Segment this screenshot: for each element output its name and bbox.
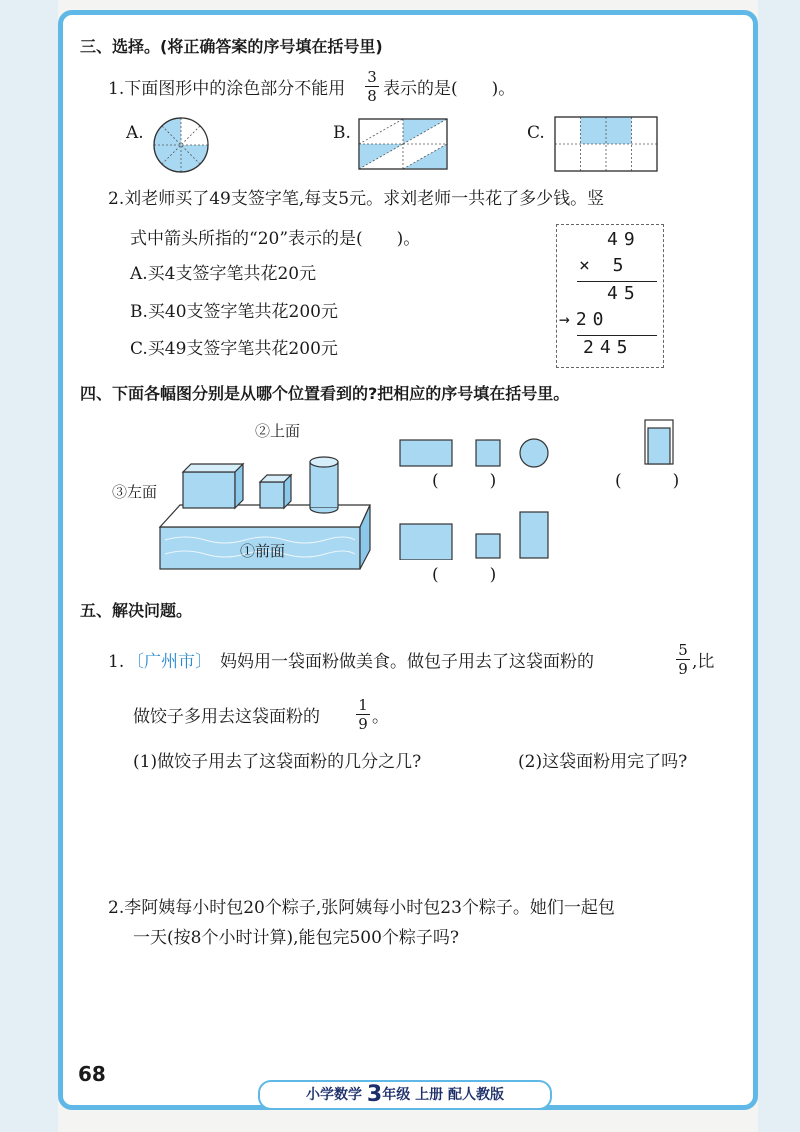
s5-frac2-den: 9	[358, 715, 368, 733]
footer-grade-number: 3	[366, 1082, 383, 1107]
vert-row2: × 5	[579, 255, 630, 276]
view-option-1-figure	[398, 434, 558, 474]
view-option-2-figure	[398, 508, 558, 560]
q1-text-after: 表示的是( )。	[383, 79, 516, 99]
footer-edition: 配人教版	[447, 1087, 504, 1103]
vert-row3: 45	[607, 283, 641, 304]
s5-q1-fraction2	[356, 697, 370, 732]
s5-q1-text2: 做饺子多用去这袋面粉的	[133, 707, 320, 727]
q2-line1: 2.刘老师买了49支签字笔,每支5元。求刘老师一共花了多少钱。竖	[108, 189, 605, 209]
section5-title: 五、解决问题。	[80, 601, 193, 620]
q2-line2: 式中箭头所指的“20”表示的是( )。	[130, 229, 421, 249]
s5-q1-text1: 妈妈用一袋面粉做美食。做包子用去了这袋面粉的	[220, 652, 594, 672]
vert-row4: →20	[559, 309, 610, 330]
q1-frac-den: 8	[367, 87, 377, 105]
footer-volume: 上册	[415, 1087, 444, 1103]
s5-q1-fraction1	[676, 642, 690, 677]
label-left-view: ③左面	[112, 483, 158, 501]
vert-row1: 49	[607, 229, 641, 250]
q1-text-before: 1.下面图形中的涂色部分不能用	[108, 79, 346, 99]
s5-frac1-num: 5	[678, 641, 688, 659]
s5-q1-text2-end: 。	[372, 707, 389, 727]
page-margin-right	[758, 0, 800, 1132]
rectangle-triangles-figure	[358, 118, 448, 170]
s5-q2-line2: 一天(按8个小时计算),能包完500个粽子吗?	[133, 928, 460, 948]
label-front-view: ①前面	[240, 542, 286, 560]
view-option-3-figure	[643, 418, 675, 466]
s5-q1-sub2: (2)这袋面粉用完了吗?	[518, 752, 688, 772]
q1-fraction	[365, 69, 379, 104]
q2-option-a: A.买4支签字笔共花20元	[130, 264, 317, 284]
s5-frac1-den: 9	[678, 660, 688, 678]
footer-subject: 小学数学	[306, 1087, 363, 1103]
q1-option-a: A.	[126, 123, 144, 143]
page-number: 68	[78, 1062, 106, 1086]
label-top-view: ②上面	[255, 422, 301, 440]
vertical-multiplication	[556, 224, 664, 368]
s5-frac2-num: 1	[358, 696, 368, 714]
q2-option-b: B.买40支签字笔共花200元	[130, 302, 338, 322]
s5-q1-prefix: 1.	[108, 652, 125, 672]
q1-frac-num: 3	[367, 68, 377, 86]
q1-option-b: B.	[333, 123, 351, 143]
q1-option-c: C.	[527, 123, 545, 143]
section4-title: 四、下面各幅图分别是从哪个位置看到的?把相应的序号填在括号里。	[80, 384, 570, 403]
view-answer-blank-3[interactable]: ( )	[615, 471, 680, 491]
s5-q1-sub1: (1)做饺子用去了这袋面粉的几分之几?	[133, 752, 422, 772]
view-answer-blank-2[interactable]: ( )	[432, 565, 497, 585]
q2-option-c: C.买49支签字笔共花200元	[130, 339, 338, 359]
s5-q1-text1-end: ,比	[692, 652, 715, 672]
vert-row5: 245	[583, 337, 634, 358]
circle-eighths-figure	[152, 116, 210, 174]
s5-q2-line1: 2.李阿姨每小时包20个粽子,张阿姨每小时包23个粽子。她们一起包	[108, 898, 615, 918]
book-info-footer	[258, 1080, 552, 1110]
rectangle-grid-figure	[554, 116, 658, 172]
page-margin-left	[0, 0, 58, 1132]
view-answer-blank-1[interactable]: ( )	[432, 471, 497, 491]
section3-title: 三、选择。(将正确答案的序号填在括号里)	[80, 37, 383, 56]
footer-grade: 年级	[382, 1087, 411, 1103]
s5-q1-city-tag: 〔广州市〕	[127, 652, 212, 672]
